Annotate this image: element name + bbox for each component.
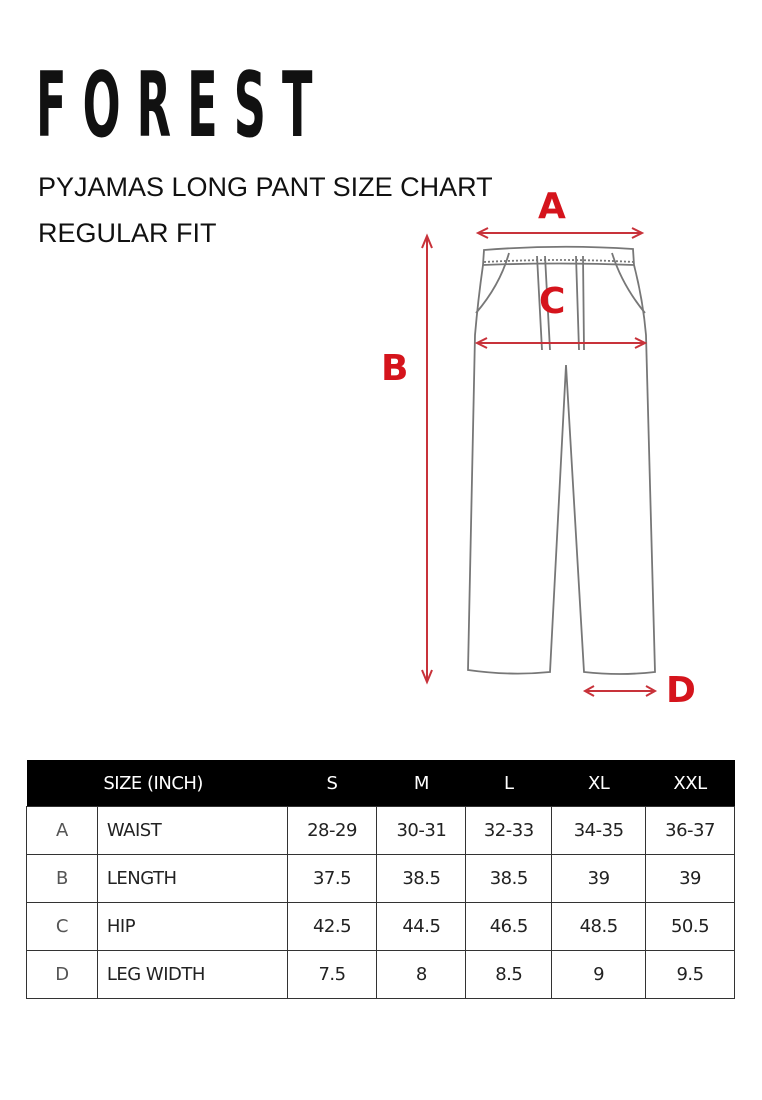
cell: 38.5: [466, 855, 552, 903]
size-s: S: [287, 760, 377, 807]
cell: 42.5: [287, 903, 377, 951]
cell: 39: [552, 855, 646, 903]
cell: 50.5: [646, 903, 735, 951]
cell: 46.5: [466, 903, 552, 951]
fit-label: REGULAR FIT: [38, 218, 217, 248]
row-code: D: [27, 951, 98, 999]
table-row: [27, 855, 735, 903]
size-header: SIZE (INCH): [97, 760, 287, 807]
label-b: B: [381, 348, 409, 389]
row-code: B: [27, 855, 98, 903]
row-name: HIP: [97, 903, 287, 951]
chart-title: PYJAMAS LONG PANT SIZE CHART: [38, 172, 493, 202]
cell: 7.5: [287, 951, 377, 999]
cell: 30-31: [377, 807, 466, 855]
table-header: [27, 760, 735, 807]
cell: 8: [377, 951, 466, 999]
size-l: L: [466, 760, 552, 807]
table-row: [27, 903, 735, 951]
label-a: A: [538, 186, 566, 227]
row-code: A: [27, 807, 98, 855]
row-name: LENGTH: [97, 855, 287, 903]
arrow-d: [585, 686, 655, 696]
size-xl: XL: [552, 760, 646, 807]
cell: 38.5: [377, 855, 466, 903]
cell: 39: [646, 855, 735, 903]
size-m: M: [377, 760, 466, 807]
cell: 32-33: [466, 807, 552, 855]
cell: 37.5: [287, 855, 377, 903]
cell: 36-37: [646, 807, 735, 855]
cell: 28-29: [287, 807, 377, 855]
row-name: WAIST: [97, 807, 287, 855]
table-row: [27, 951, 735, 999]
row-name: LEG WIDTH: [97, 951, 287, 999]
label-d: D: [666, 670, 696, 711]
cell: 34-35: [552, 807, 646, 855]
arrow-b: [422, 236, 432, 682]
arrow-c: [477, 338, 645, 348]
cell: 9: [552, 951, 646, 999]
row-code: C: [27, 903, 98, 951]
cell: 48.5: [552, 903, 646, 951]
brand-logo: FOREST: [36, 52, 329, 157]
size-table: [26, 760, 735, 999]
cell: 8.5: [466, 951, 552, 999]
label-c: C: [539, 281, 566, 322]
table-row: [27, 807, 735, 855]
cell: 9.5: [646, 951, 735, 999]
size-xxl: XXL: [646, 760, 735, 807]
arrow-a: [478, 228, 642, 238]
cell: 44.5: [377, 903, 466, 951]
